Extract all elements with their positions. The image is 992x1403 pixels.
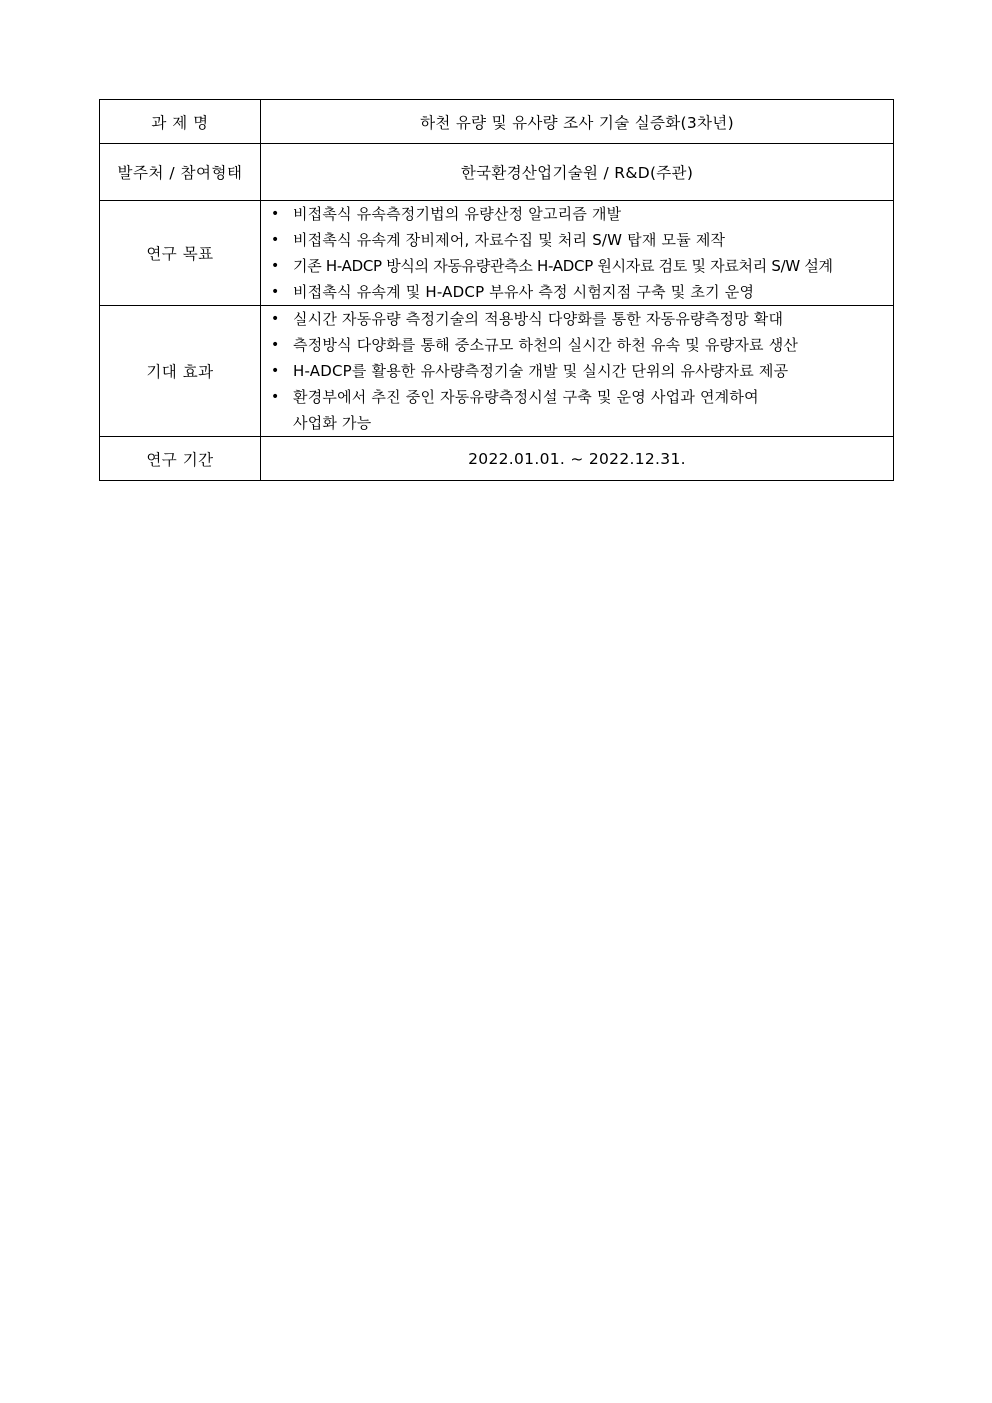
bullet-icon: • xyxy=(271,389,280,405)
expected-effects-label: 기대 효과 xyxy=(100,306,261,437)
list-item xyxy=(271,279,889,305)
bullet-icon: • xyxy=(271,284,280,300)
effect-text-line1: 환경부에서 추진 중인 자동유량측정시설 구축 및 운영 사업과 연계하여 xyxy=(293,388,759,406)
bullet-icon: • xyxy=(271,258,279,274)
research-period-row xyxy=(100,437,894,481)
list-item xyxy=(271,253,889,279)
goal-text: 비접촉식 유속계 및 H-ADCP 부유사 측정 시험지점 구축 및 초기 운영 xyxy=(293,283,755,301)
bullet-icon: • xyxy=(271,337,280,353)
list-item xyxy=(271,201,889,227)
client-value: 한국환경산업기술원 / R&D(주관) xyxy=(261,144,894,201)
list-item xyxy=(271,306,889,332)
research-period-value: 2022.01.01. ~ 2022.12.31. xyxy=(261,437,894,481)
research-goals-row xyxy=(100,201,894,306)
expected-effects-cell xyxy=(261,306,894,437)
goal-text: 기존 H-ADCP 방식의 자동유량관측소 H-ADCP 원시자료 검토 및 자료처리 S/W 설계 xyxy=(293,257,833,275)
effect-text: 측정방식 다양화를 통해 중소규모 하천의 실시간 하천 유속 및 유량자료 생산 xyxy=(293,336,799,354)
effect-text: H-ADCP를 활용한 유사량측정기술 개발 및 실시간 단위의 유사량자료 제공 xyxy=(293,362,789,380)
project-title-row xyxy=(100,100,894,144)
list-item xyxy=(271,332,889,358)
list-item xyxy=(271,358,889,384)
list-item xyxy=(271,227,889,253)
effect-text-line2: 사업화 가능 xyxy=(293,414,372,432)
client-row xyxy=(100,144,894,201)
bullet-icon: • xyxy=(271,311,280,327)
bullet-icon: • xyxy=(271,232,280,248)
research-goals-label: 연구 목표 xyxy=(100,201,261,306)
effect-text: 실시간 자동유량 측정기술의 적용방식 다양화를 통한 자동유량측정망 확대 xyxy=(293,310,784,328)
project-info-table xyxy=(99,99,894,481)
research-goals-cell xyxy=(261,201,894,306)
project-title-value: 하천 유량 및 유사량 조사 기술 실증화(3차년) xyxy=(261,100,894,144)
expected-effects-list xyxy=(261,306,893,436)
client-label: 발주처 / 참여형태 xyxy=(100,144,261,201)
bullet-icon: • xyxy=(271,206,280,222)
research-period-label: 연구 기간 xyxy=(100,437,261,481)
research-goals-list xyxy=(261,201,893,305)
expected-effects-row xyxy=(100,306,894,437)
goal-text: 비접촉식 유속측정기법의 유량산정 알고리즘 개발 xyxy=(293,205,622,223)
bullet-icon: • xyxy=(271,363,280,379)
project-title-label: 과 제 명 xyxy=(100,100,261,144)
goal-text: 비접촉식 유속계 장비제어, 자료수집 및 처리 S/W 탑재 모듈 제작 xyxy=(293,231,726,249)
list-item xyxy=(271,384,889,436)
